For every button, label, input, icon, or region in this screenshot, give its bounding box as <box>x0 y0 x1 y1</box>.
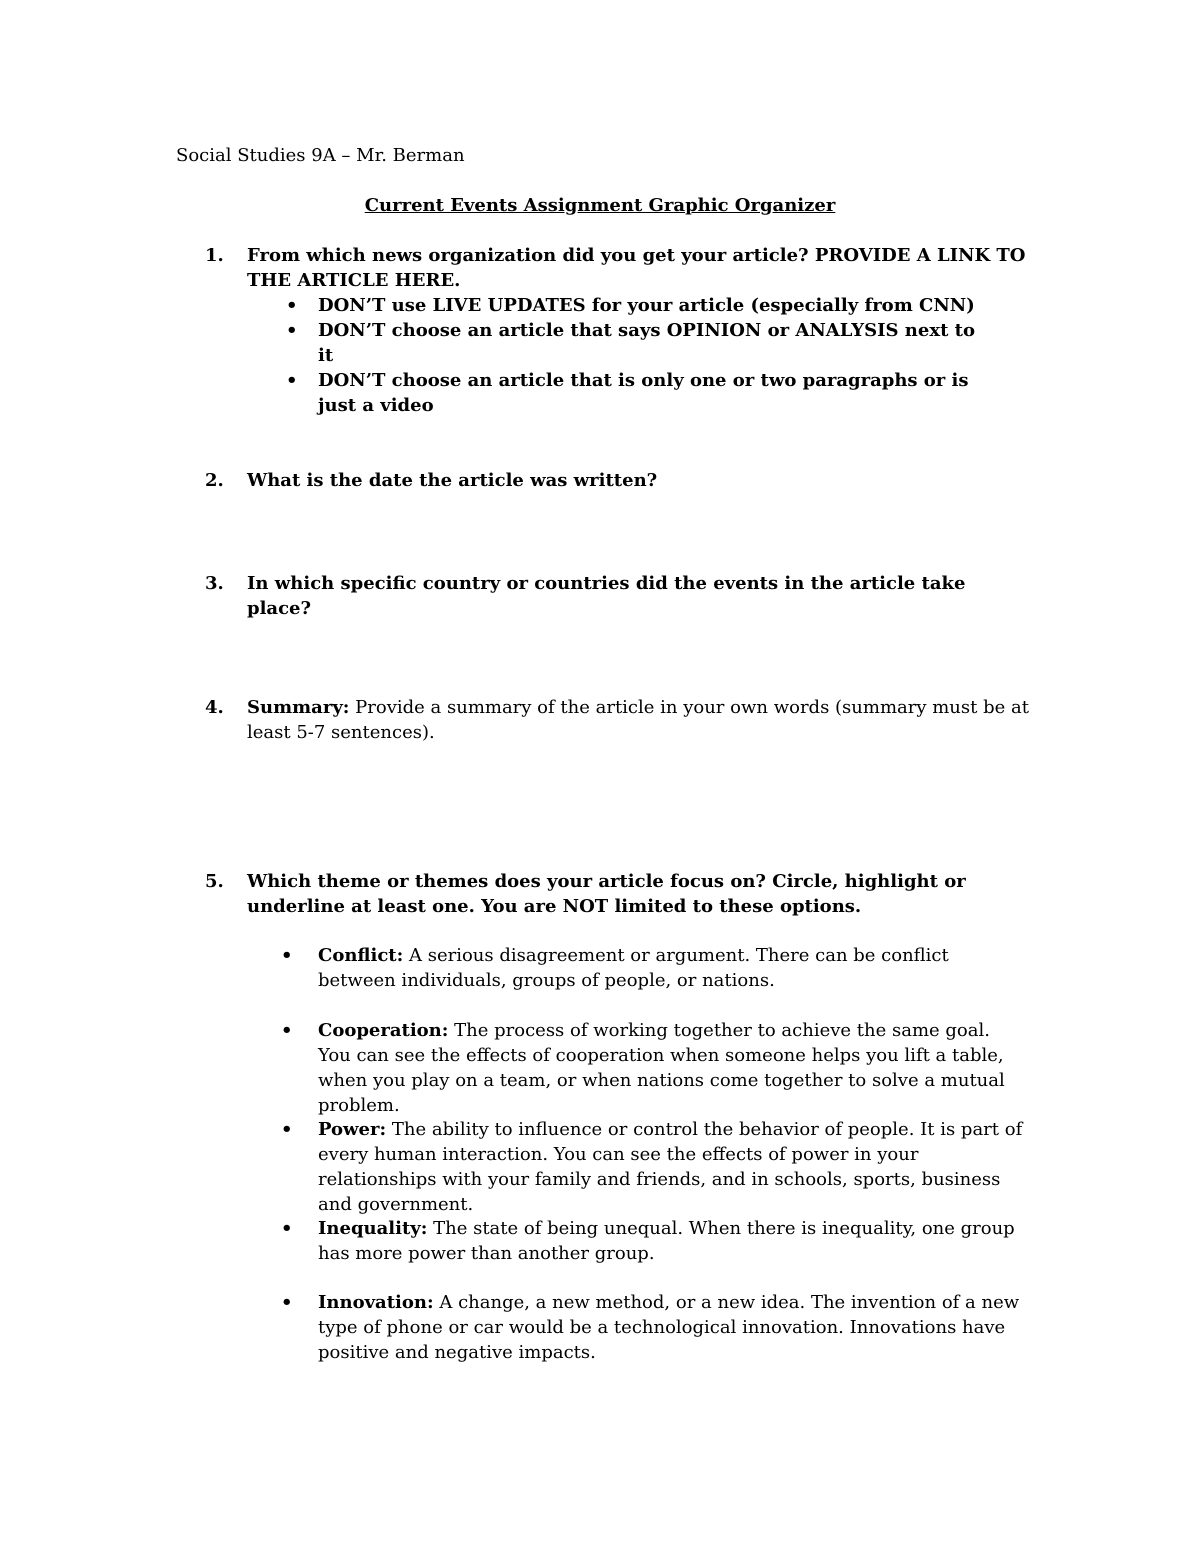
theme-term: Innovation: <box>318 1292 434 1313</box>
course-header: Social Studies 9A – Mr. Berman <box>176 145 465 166</box>
question-4 <box>205 695 1035 745</box>
theme-definition: A serious disagreement or argument. There can be conflict between individuals, groups of people, or nations. <box>318 945 949 991</box>
question-text: What is the date the article was written? <box>247 470 658 491</box>
theme-definition: A change, a new method, or a new idea. The invention of a new type of phone or car would be a technological innovation. Innovations have positive and negative impacts. <box>318 1292 1020 1363</box>
list-item-text: DON’T use LIVE UPDATES for your article (especially from CNN) <box>318 295 975 316</box>
question-1-bullets <box>247 293 987 418</box>
summary-instructions: Provide a summary of the article in your own words (summary must be at least 5-7 sentences). <box>247 697 1029 743</box>
question-number: 3. <box>205 573 224 594</box>
bullet-icon: • <box>286 320 298 341</box>
theme-item-inequality <box>247 1216 1027 1266</box>
theme-text <box>318 1117 1027 1217</box>
list-item <box>247 293 987 318</box>
bullet-icon: • <box>281 945 293 966</box>
summary-label: Summary: <box>247 697 350 718</box>
theme-item-conflict <box>247 943 1027 993</box>
question-3 <box>205 571 1035 621</box>
question-number: 5. <box>205 871 224 892</box>
list-item <box>247 368 987 418</box>
theme-term: Power: <box>318 1119 387 1140</box>
question-text: From which news organization did you get your article? PROVIDE A LINK TO THE ARTICLE HERE. <box>247 245 1026 291</box>
theme-definition: The ability to influence or control the behavior of people. It is part of every human interaction. You can see the effects of power in your relationships with your family and friends, and in schools, sports, business and government. <box>318 1119 1023 1215</box>
question-number: 4. <box>205 697 224 718</box>
theme-text <box>318 1216 1027 1266</box>
theme-term: Conflict: <box>318 945 404 966</box>
bullet-icon: • <box>281 1218 293 1239</box>
bullet-icon: • <box>281 1292 293 1313</box>
theme-term: Cooperation: <box>318 1020 449 1041</box>
bullet-icon: • <box>281 1020 293 1041</box>
bullet-icon: • <box>286 370 298 391</box>
list-item-text: DON’T choose an article that says OPINION or ANALYSIS next to it <box>318 320 975 366</box>
theme-item-innovation <box>247 1290 1027 1365</box>
question-1 <box>205 243 1035 293</box>
theme-text <box>318 1018 1027 1118</box>
theme-text <box>318 1290 1027 1365</box>
question-number: 1. <box>205 245 224 266</box>
list-item-text: DON’T choose an article that is only one or two paragraphs or is just a video <box>318 370 969 416</box>
bullet-icon: • <box>281 1119 293 1140</box>
bullet-icon: • <box>286 295 298 316</box>
page-title: Current Events Assignment Graphic Organizer <box>364 195 836 216</box>
question-text <box>247 695 1035 745</box>
question-text: Which theme or themes does your article focus on? Circle, highlight or underline at least one. You are NOT limited to these options. <box>247 871 966 917</box>
question-number: 2. <box>205 470 224 491</box>
question-5 <box>205 869 1035 919</box>
theme-term: Inequality: <box>318 1218 428 1239</box>
theme-item-cooperation <box>247 1018 1027 1118</box>
theme-definition: The process of working together to achieve the same goal. You can see the effects of cooperation when someone helps you lift a table, when you play on a team, or when nations come together to solve a mutual problem. <box>318 1020 1005 1116</box>
theme-text <box>318 943 1027 993</box>
question-2 <box>205 468 1035 493</box>
theme-definition: The state of being unequal. When there is inequality, one group has more power than another group. <box>318 1218 1015 1264</box>
list-item <box>247 318 987 368</box>
question-text: In which specific country or countries did the events in the article take place? <box>247 573 966 619</box>
theme-item-power <box>247 1117 1027 1217</box>
